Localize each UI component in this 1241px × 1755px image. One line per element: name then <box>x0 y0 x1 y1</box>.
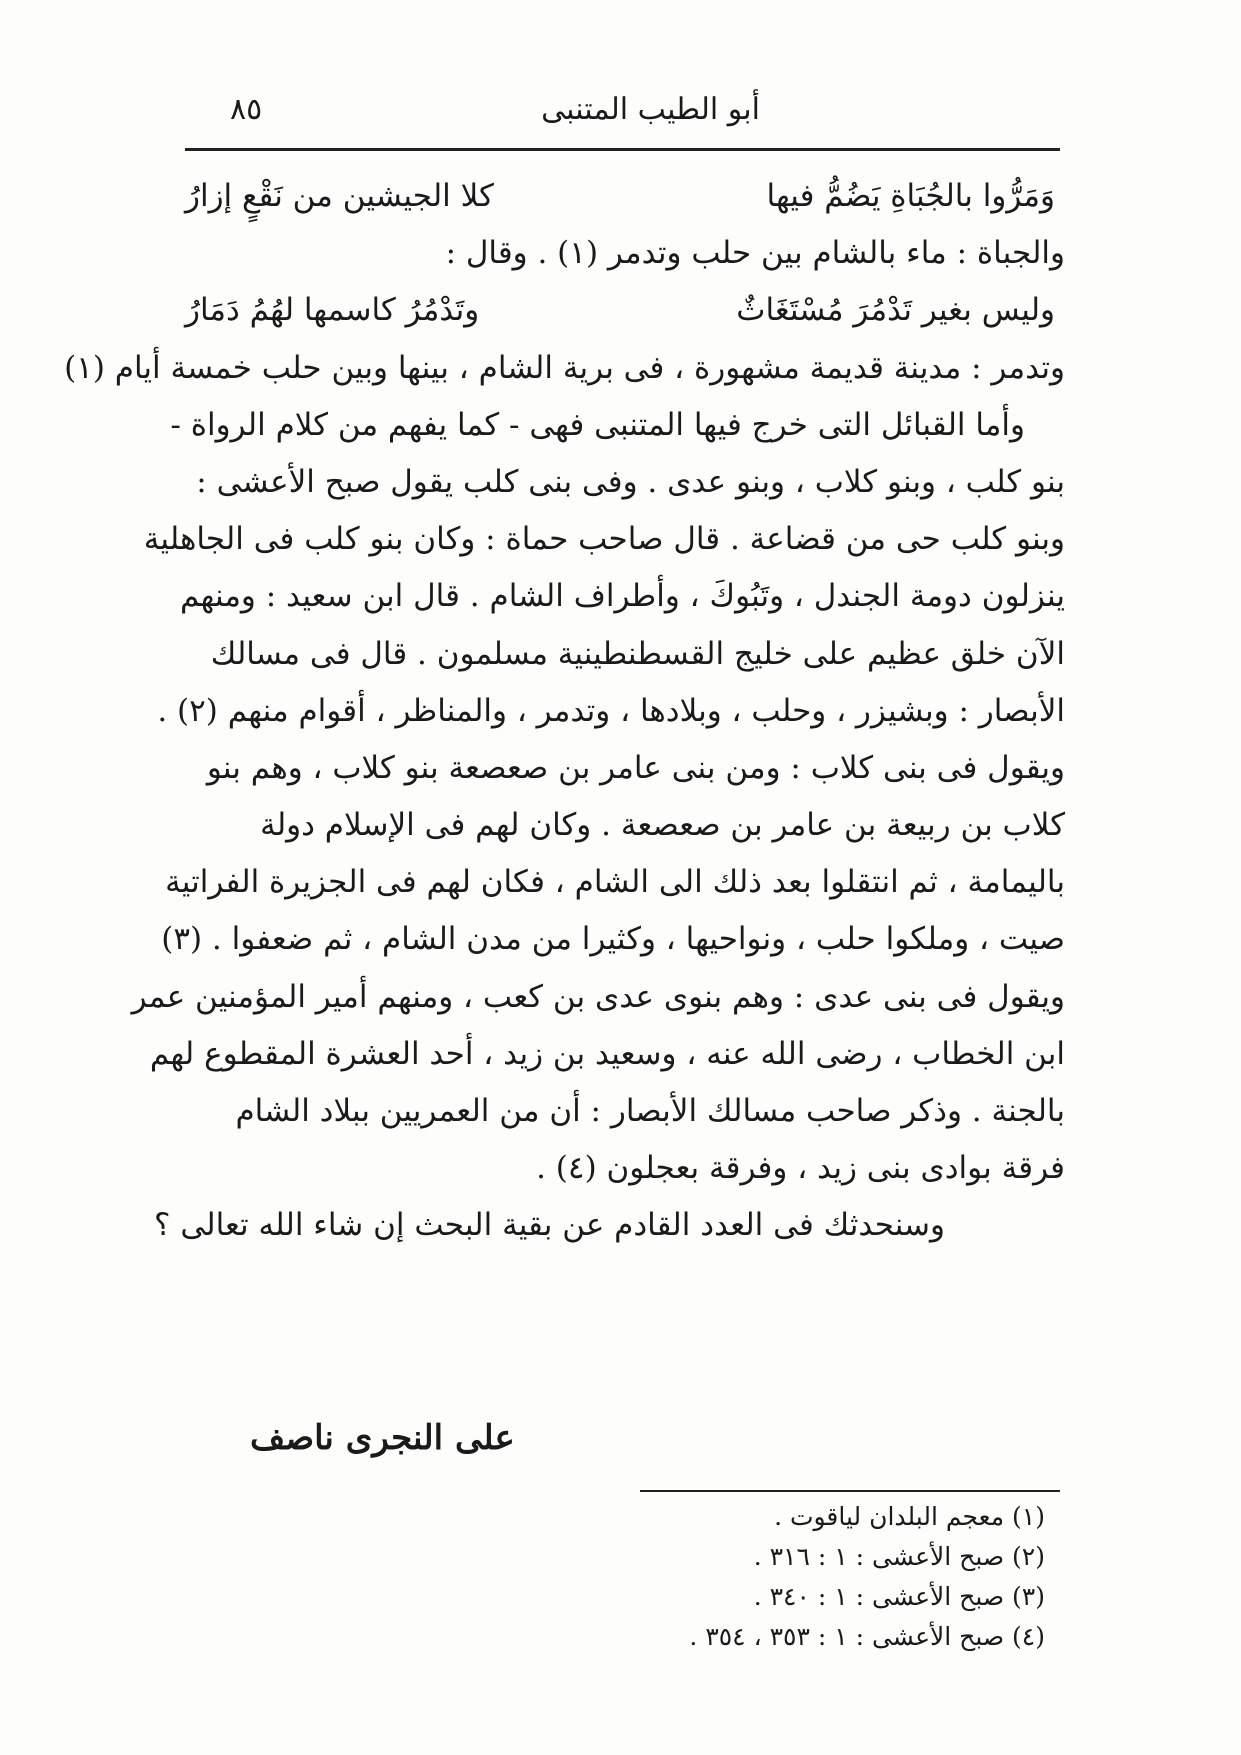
footnote-item: (٤) صبح الأعشى : ١ : ٣٥٣ ، ٣٥٤ . <box>689 1622 1045 1651</box>
header-rule <box>185 148 1060 151</box>
text-line: ويقول فى بنى كلاب : ومن بنى عامر بن صعصعة بنو كلاب ، وهم بنو <box>206 749 1065 786</box>
text-line: وأما القبائل التى خرج فيها المتنبى فهى - كما يفهم من كلام الرواة - <box>170 406 1025 443</box>
verse-hemistich-right: وليس بغير تَدْمُرَ مُسْتَغَاثٌ <box>736 292 1055 329</box>
text-line: صيت ، وملكوا حلب ، ونواحيها ، وكثيرا من مدن الشام ، ثم ضعفوا . (٣) <box>161 921 1065 958</box>
verse-line <box>175 282 1065 339</box>
text-line: فرقة بوادى بنى زيد ، وفرقة بعجلون (٤) . <box>536 1150 1065 1187</box>
text-line: بنو كلب ، وبنو كلاب ، وبنو عدى . وفى بنى كلب يقول صبح الأعشى : <box>196 463 1065 500</box>
text-line: الأبصار : وبشيزر ، وحلب ، وبلادها ، وتدمر ، والمناظر ، أقوام منهم (٢) . <box>157 692 1065 729</box>
page-header <box>180 88 1060 148</box>
text-line: ينزلون دومة الجندل ، وتَبُوكَ ، وأطراف الشام . قال ابن سعيد : ومنهم <box>180 578 1065 615</box>
text-line: والجباة : ماء بالشام بين حلب وتدمر (١) . وقال : <box>445 235 1065 272</box>
text-line: ابن الخطاب ، رضى الله عنه ، وسعيد بن زيد ، أحد العشرة المقطوع لهم <box>149 1035 1065 1072</box>
verse-hemistich-right: وَمَرُّوا بالجُبَاةِ يَضُمُّ فيها <box>766 178 1055 214</box>
text-line: بالجنة . وذكر صاحب مسالك الأبصار : أن من العمريين ببلاد الشام <box>235 1093 1065 1129</box>
text-line: وبنو كلب حى من قضاعة . قال صاحب حماة : وكان بنو كلب فى الجاهلية <box>143 521 1065 558</box>
text-line: باليمامة ، ثم انتقلوا بعد ذلك الى الشام ، فكان لهم فى الجزيرة الفراتية <box>165 864 1065 901</box>
body-text <box>64 168 1065 1255</box>
text-line: وتدمر : مدينة قديمة مشهورة ، فى برية الشام ، بينها وبين حلب خمسة أيام (١) <box>64 349 1065 386</box>
author-signature: على النجرى ناصف <box>250 1418 515 1458</box>
verse-line <box>175 168 1065 225</box>
text-line: ويقول فى بنى عدى : وهم بنوى عدى بن كعب ، ومنهم أمير المؤمنين عمر <box>131 978 1065 1015</box>
closing-line: وسنحدثك فى العدد القادم عن بقية البحث إن شاء الله تعالى ؟ <box>154 1207 945 1244</box>
footnotes <box>560 1475 1045 1657</box>
verse-hemistich-left: كلا الجيشين من نَقْعٍ إزارُ <box>185 178 494 214</box>
verse-hemistich-left: وتَدْمُرُ كاسمها لهُمُ دَمَارُ <box>185 292 480 329</box>
text-line: الآن خلق عظيم على خليج القسطنطينية مسلمون . قال فى مسالك <box>210 635 1065 672</box>
footnote-item: (٢) صبح الأعشى : ١ : ٣١٦ . <box>753 1542 1045 1571</box>
footnote-item: (١) معجم البلدان لياقوت . <box>774 1502 1045 1531</box>
footnote-item: (٣) صبح الأعشى : ١ : ٣٤٠ . <box>753 1582 1045 1611</box>
running-title: أبو الطيب المتنبى <box>541 92 760 127</box>
text-line: كلاب بن ربيعة بن عامر بن صعصعة . وكان لهم فى الإسلام دولة <box>260 807 1065 844</box>
page-number: ٨٥ <box>230 92 263 127</box>
